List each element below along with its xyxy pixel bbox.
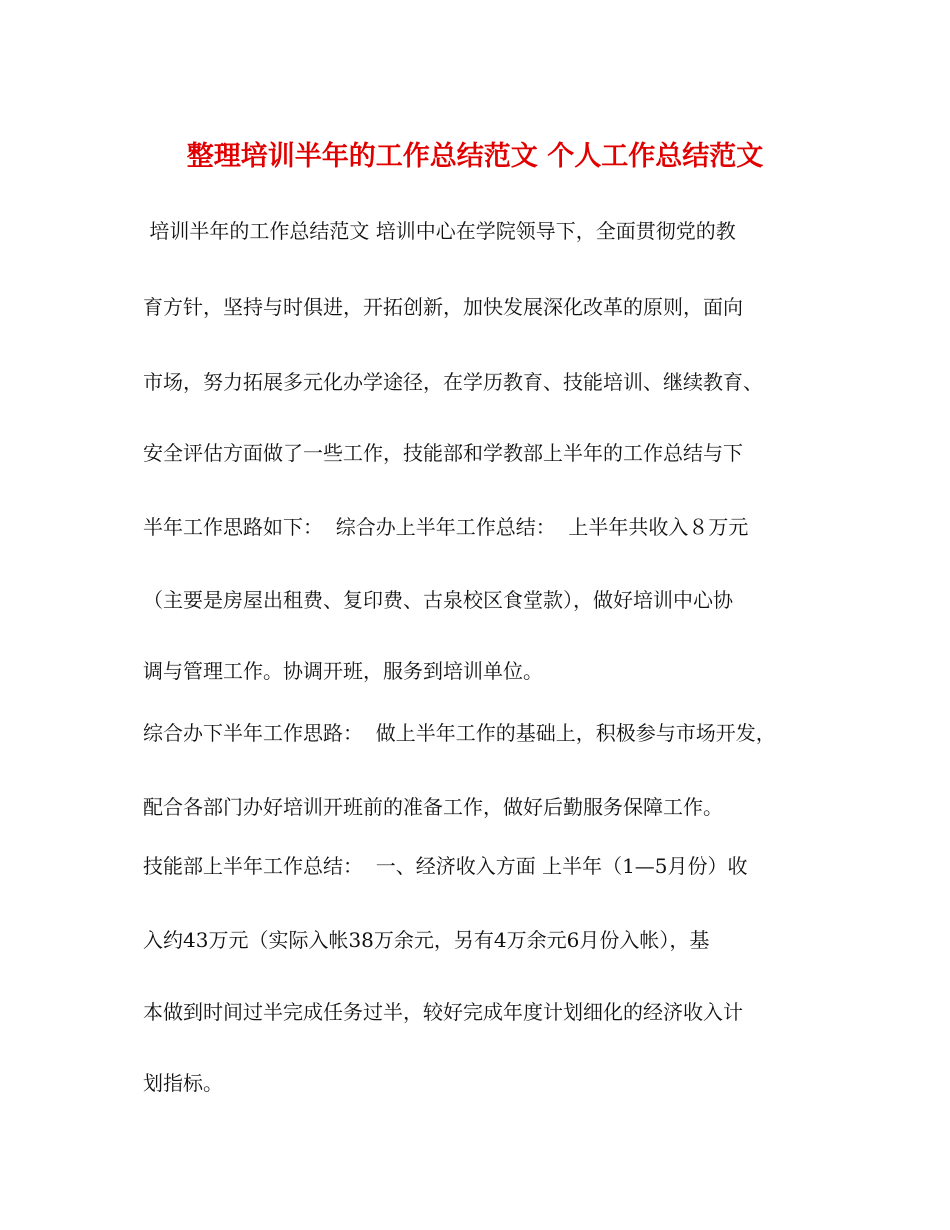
body-line: 划指标。 [143, 1071, 223, 1095]
body-line: （主要是房屋出租费、复印费、古泉校区食堂款），做好培训中心协 [143, 588, 733, 612]
body-line: 市场，努力拓展多元化办学途径，在学历教育、技能培训、继续教育、 [143, 370, 763, 394]
body-line: 综合办下半年工作思路： 做上半年工作的基础上，积极参与市场开发， [143, 721, 776, 745]
body-line: 调与管理工作。协调开班，服务到培训单位。 [143, 659, 543, 683]
body-line: 培训半年的工作总结范文 培训中心在学院领导下，全面贯彻党的教 [143, 219, 736, 243]
body-line: 安全评估方面做了一些工作，技能部和学教部上半年的工作总结与下 [143, 441, 743, 465]
body-line: 入约43万元（实际入帐38万余元，另有4万余元6月份入帐），基 [143, 928, 710, 952]
body-line: 配合各部门办好培训开班前的准备工作，做好后勤服务保障工作。 [143, 795, 723, 819]
body-line: 半年工作思路如下： 综合办上半年工作总结： 上半年共收入８万元 [143, 515, 749, 539]
body-line: 本做到时间过半完成任务过半，较好完成年度计划细化的经济收入计 [143, 1000, 743, 1024]
body-line: 育方针，坚持与时俱进，开拓创新，加快发展深化改革的原则，面向 [143, 295, 743, 319]
body-line: 技能部上半年工作总结： 一、经济收入方面 上半年（1—5月份）收 [143, 854, 748, 878]
document-title: 整理培训半年的工作总结范文 个人工作总结范文 [186, 141, 764, 172]
